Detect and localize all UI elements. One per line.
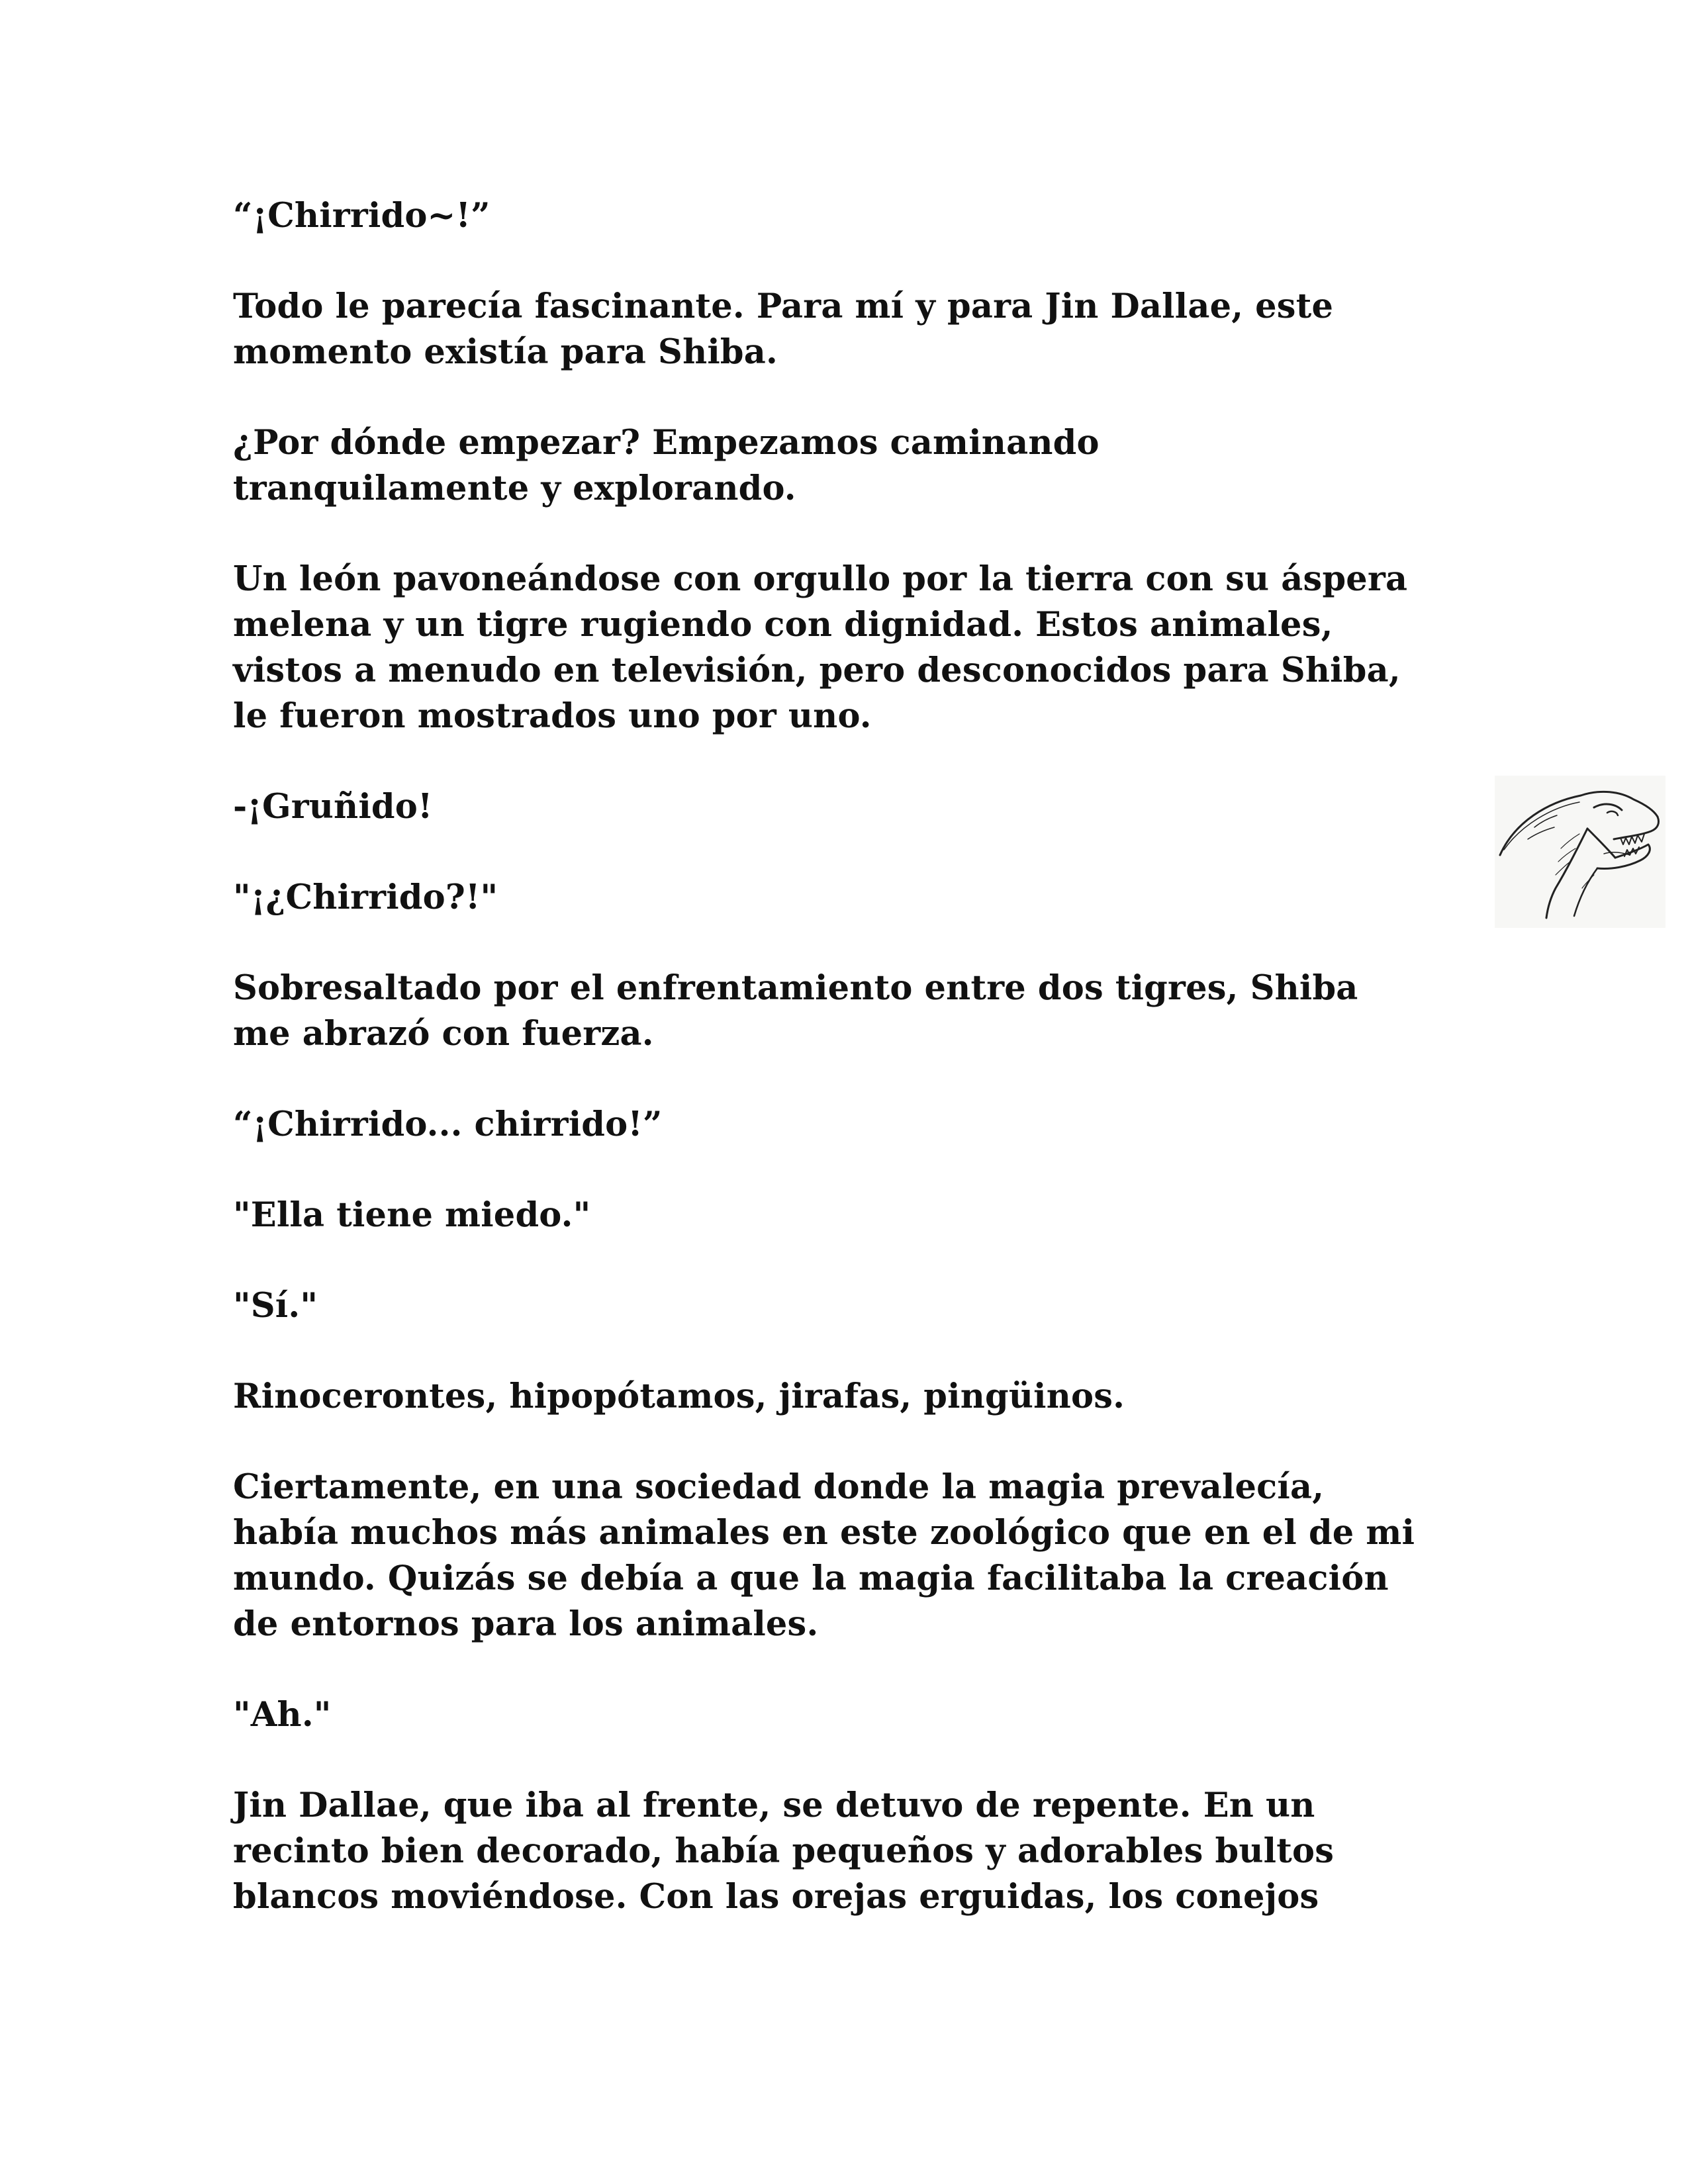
paragraph-14: Jin Dallae, que iba al frente, se detuvo de repente. En un recinto bien decorado, había pequeños y adorables bultos blancos moviéndose. Con las orejas erguidas, los conejos [233, 1786, 1335, 1917]
paragraph-4: Un león pavoneándose con orgullo por la tierra con su áspera melena y un tigre rugiendo con dignidad. Estos animales, vistos a menudo en televisión, pero desconocidos para Shiba, le fueron mostrados uno por uno. [233, 559, 1408, 736]
text-column [233, 193, 1491, 1965]
paragraph-8: “¡Chirrido... chirrido!” [233, 1105, 663, 1144]
paragraph-13: "Ah." [233, 1695, 332, 1735]
paragraph-11: Rinocerontes, hipopótamos, jirafas, pingüinos. [233, 1377, 1125, 1416]
paragraph-9: "Ella tiene miedo." [233, 1195, 591, 1235]
paragraph-12: Ciertamente, en una sociedad donde la magia prevalecía, había muchos más animales en este zoológico que en el de mi mundo. Quizás se debía a que la magia facilitaba la creación de entornos para los animales. [233, 1467, 1415, 1644]
paragraph-2: Todo le parecía fascinante. Para mí y para Jin Dallae, este momento existía para Shiba. [233, 287, 1334, 372]
paragraph-5: -¡Gruñido! [233, 787, 433, 827]
dinosaur-sketch-icon [1495, 776, 1665, 928]
paragraph-3: ¿Por dónde empezar? Empezamos caminando tranquilamente y explorando. [233, 423, 1100, 508]
paragraph-1: “¡Chirrido~!” [233, 196, 491, 236]
paragraph-7: Sobresaltado por el enfrentamiento entre dos tigres, Shiba me abrazó con fuerza. [233, 968, 1358, 1054]
paragraph-10: "Sí." [233, 1286, 318, 1326]
paragraph-6: "¡¿Chirrido?!" [233, 878, 498, 917]
